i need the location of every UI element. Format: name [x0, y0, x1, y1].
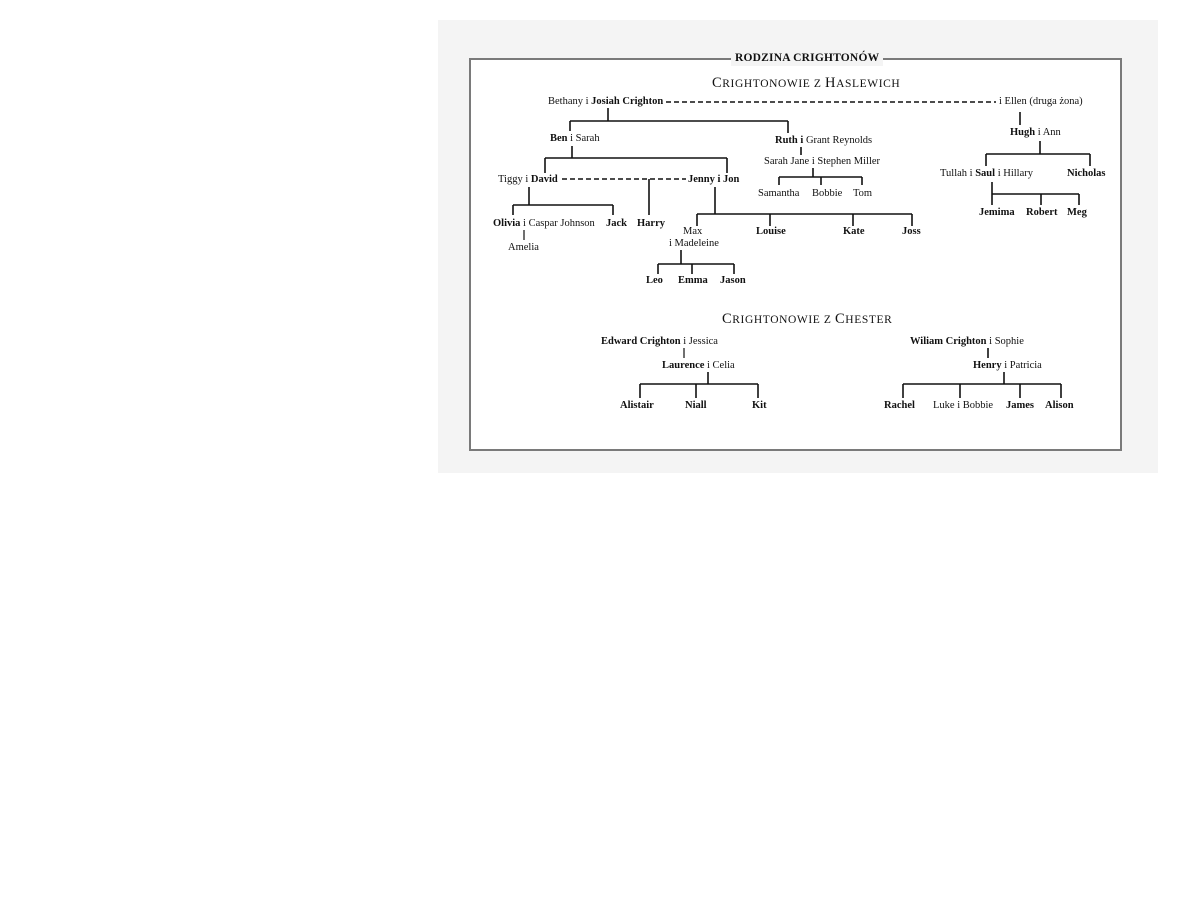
person-rachel: Rachel: [884, 400, 915, 411]
person-james: James: [1006, 400, 1034, 411]
person-emma: Emma: [678, 275, 708, 286]
name-hugh: Hugh: [1010, 127, 1036, 138]
partner-sophie: i Sophie: [986, 336, 1024, 347]
name-wiliam: Wiliam Crighton: [910, 336, 987, 347]
person-bobbie: Bobbie: [812, 188, 843, 199]
name-david: David: [530, 174, 558, 185]
person-josiah: [548, 96, 663, 108]
heading-text: RIGHTONOWIE Z: [722, 78, 826, 90]
heading-text: RIGHTONOWIE Z: [732, 314, 836, 326]
heading-initial: C: [712, 75, 723, 91]
person-alistair: Alistair: [620, 400, 654, 411]
person-max: Max: [683, 226, 703, 237]
name-saul: Saul: [975, 168, 996, 179]
haslewich-heading: [712, 75, 900, 92]
person-jack: Jack: [606, 218, 627, 229]
diagram-title: RODZINA CRIGHTONÓW: [731, 50, 883, 66]
name-ruth: Ruth i: [775, 135, 804, 146]
person-david: [498, 174, 558, 186]
partner-celia: i Celia: [704, 360, 735, 371]
partner-grant: Grant Reynolds: [803, 135, 873, 146]
name-laurence: Laurence: [662, 360, 705, 371]
partner-madeleine: i Madeleine: [669, 238, 719, 249]
person-ben: [550, 133, 600, 145]
name-olivia: Olivia: [493, 218, 521, 229]
person-olivia: [493, 218, 595, 230]
person-leo: Leo: [646, 275, 663, 286]
person-nicholas: Nicholas: [1067, 168, 1106, 179]
person-hugh: [1010, 127, 1061, 139]
partner-bethany: Bethany i: [548, 96, 592, 107]
person-meg: Meg: [1067, 207, 1087, 218]
person-jenny-jon: Jenny i Jon: [688, 174, 740, 185]
person-harry: Harry: [637, 218, 665, 229]
person-wiliam: [910, 336, 1024, 348]
partner-hillary: i Hillary: [995, 168, 1033, 179]
person-saul: [940, 168, 1033, 180]
person-sarah-jane: Sarah Jane i Stephen Miller: [764, 156, 881, 167]
partner-caspar: i Caspar Johnson: [520, 218, 595, 229]
person-kate: Kate: [843, 226, 865, 237]
heading-text: HESTER: [845, 314, 893, 326]
person-tom: Tom: [853, 188, 873, 199]
person-amelia: Amelia: [508, 242, 539, 253]
person-joss: Joss: [902, 226, 921, 237]
name-ben: Ben: [550, 133, 568, 144]
name-henry: Henry: [973, 360, 1002, 371]
person-alison: Alison: [1045, 400, 1074, 411]
name-josiah: Josiah Crighton: [591, 96, 664, 107]
heading-initial: C: [722, 311, 733, 327]
partner-sarah: i Sarah: [567, 133, 600, 144]
partner-tiggy: Tiggy i: [498, 174, 531, 185]
person-jason: Jason: [720, 275, 746, 286]
heading-initial: H: [825, 75, 837, 91]
person-ellen: i Ellen (druga żona): [999, 96, 1083, 107]
heading-text: ASLEWICH: [836, 78, 901, 90]
person-louise: Louise: [756, 226, 786, 237]
person-samantha: Samantha: [758, 188, 800, 199]
heading-initial: C: [835, 311, 846, 327]
partner-ann: i Ann: [1035, 127, 1061, 138]
name-edward: Edward Crighton: [601, 336, 681, 347]
partner-patricia: i Patricia: [1001, 360, 1042, 371]
person-niall: Niall: [685, 400, 707, 411]
person-laurence: [662, 360, 735, 372]
person-henry: [973, 360, 1042, 372]
chester-heading: [722, 311, 892, 328]
person-edward: [601, 336, 718, 348]
family-tree-frame: [469, 58, 1122, 451]
partner-jessica: i Jessica: [680, 336, 718, 347]
person-kit: Kit: [752, 400, 767, 411]
person-luke: Luke i Bobbie: [933, 400, 994, 411]
person-jemima: Jemima: [979, 207, 1015, 218]
person-ruth: [775, 135, 872, 147]
person-robert: Robert: [1026, 207, 1058, 218]
partner-tullah: Tullah i: [940, 168, 976, 179]
